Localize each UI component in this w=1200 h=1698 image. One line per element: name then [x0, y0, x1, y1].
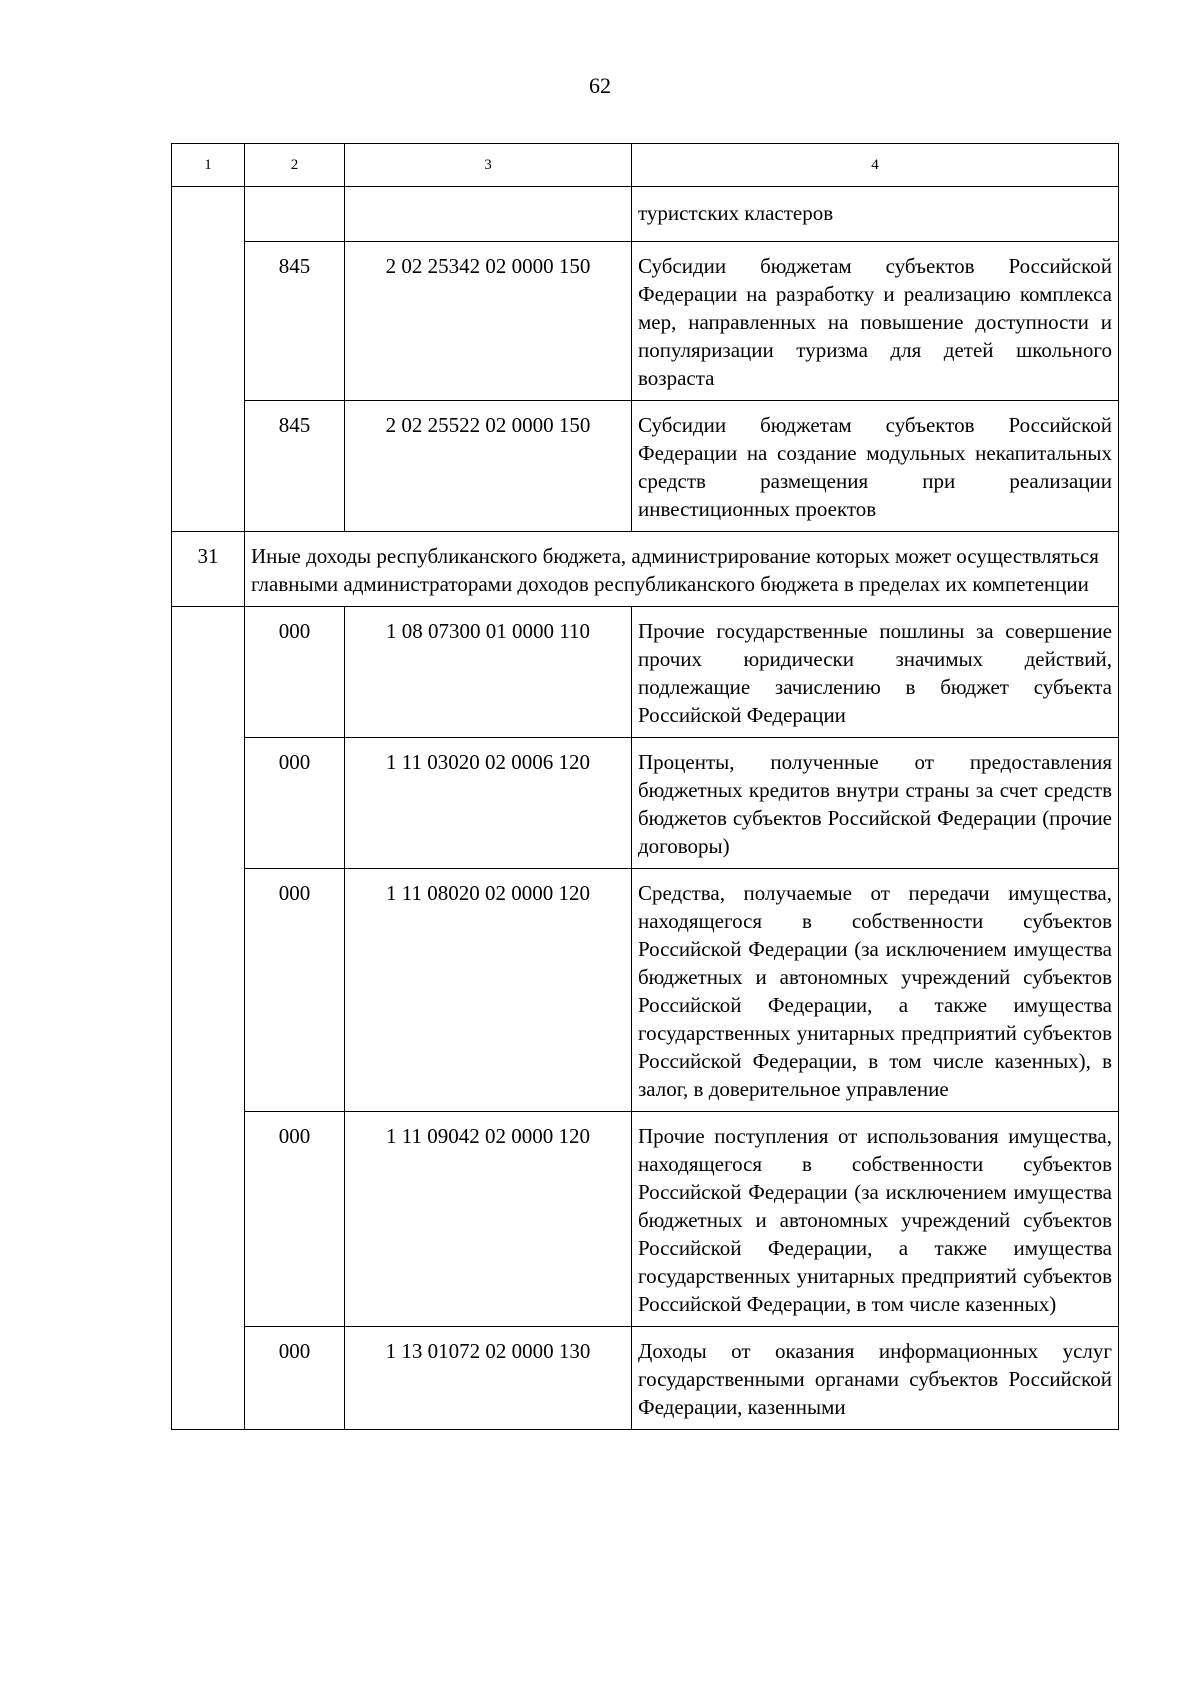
table-row: [172, 607, 1119, 738]
section-row: [172, 532, 1119, 607]
table-row: [172, 187, 1119, 242]
description-cell: Субсидии бюджетам субъектов Российской Федерации на создание модульных некапитальных средств размещения при реализации инвестиционных проектов: [632, 401, 1119, 532]
table-row: [172, 738, 1119, 869]
table-row: [172, 869, 1119, 1112]
page-number: 62: [589, 73, 611, 98]
revenue-code-cell: 1 13 01072 02 0000 130: [345, 1327, 632, 1430]
admin-code-cell: 845: [245, 401, 345, 532]
table-row: [172, 401, 1119, 532]
description-cell: Прочие поступления от использования имущества, находящегося в собственности субъектов Российской Федерации (за исключением имущества бюджетных и автономных учреждений субъектов Российской Федерации, а также имущества государственных унитарных предприятий субъектов Российской Федерации, в том числе казенных): [632, 1112, 1119, 1327]
revenue-code-cell: 2 02 25522 02 0000 150: [345, 401, 632, 532]
revenue-code-cell: 1 11 08020 02 0000 120: [345, 869, 632, 1112]
revenue-table: [171, 143, 1119, 1430]
section-number: 31: [172, 532, 245, 607]
admin-code-cell: [245, 187, 345, 242]
table-row: [172, 1112, 1119, 1327]
admin-code-cell: 000: [245, 1327, 345, 1430]
description-cell: Доходы от оказания информационных услуг государственными органами субъектов Российской Федерации, казенными: [632, 1327, 1119, 1430]
revenue-code-cell: 2 02 25342 02 0000 150: [345, 242, 632, 401]
table-row: [172, 1327, 1119, 1430]
revenue-code-cell: 1 08 07300 01 0000 110: [345, 607, 632, 738]
revenue-code-cell: [345, 187, 632, 242]
row-number-cell: [172, 187, 245, 532]
revenue-code-cell: 1 11 09042 02 0000 120: [345, 1112, 632, 1327]
section-title: Иные доходы республиканского бюджета, администрирование которых может осуществляться главными администраторами доходов республиканского бюджета в пределах их компетенции: [245, 532, 1119, 607]
admin-code-cell: 845: [245, 242, 345, 401]
admin-code-cell: 000: [245, 869, 345, 1112]
column-header-2: 2: [245, 144, 345, 187]
description-cell: туристских кластеров: [632, 187, 1119, 242]
description-cell: Прочие государственные пошлины за совершение прочих юридически значимых действий, подлежащие зачислению в бюджет субъекта Российской Федерации: [632, 607, 1119, 738]
row-number-cell: [172, 607, 245, 1430]
description-cell: Проценты, полученные от предоставления бюджетных кредитов внутри страны за счет средств бюджетов субъектов Российской Федерации (прочие договоры): [632, 738, 1119, 869]
admin-code-cell: 000: [245, 738, 345, 869]
revenue-code-cell: 1 11 03020 02 0006 120: [345, 738, 632, 869]
table-row: [172, 242, 1119, 401]
description-cell: Субсидии бюджетам субъектов Российской Федерации на разработку и реализацию комплекса мер, направленных на повышение доступности и популяризации туризма для детей школьного возраста: [632, 242, 1119, 401]
column-header-4: 4: [632, 144, 1119, 187]
table-header-row: [172, 144, 1119, 187]
column-header-3: 3: [345, 144, 632, 187]
admin-code-cell: 000: [245, 1112, 345, 1327]
description-cell: Средства, получаемые от передачи имущества, находящегося в собственности субъектов Российской Федерации (за исключением имущества бюджетных и автономных учреждений субъектов Российской Федерации, а также имущества государственных унитарных предприятий субъектов Российской Федерации, в том числе казенных), в залог, в доверительное управление: [632, 869, 1119, 1112]
admin-code-cell: 000: [245, 607, 345, 738]
column-header-1: 1: [172, 144, 245, 187]
